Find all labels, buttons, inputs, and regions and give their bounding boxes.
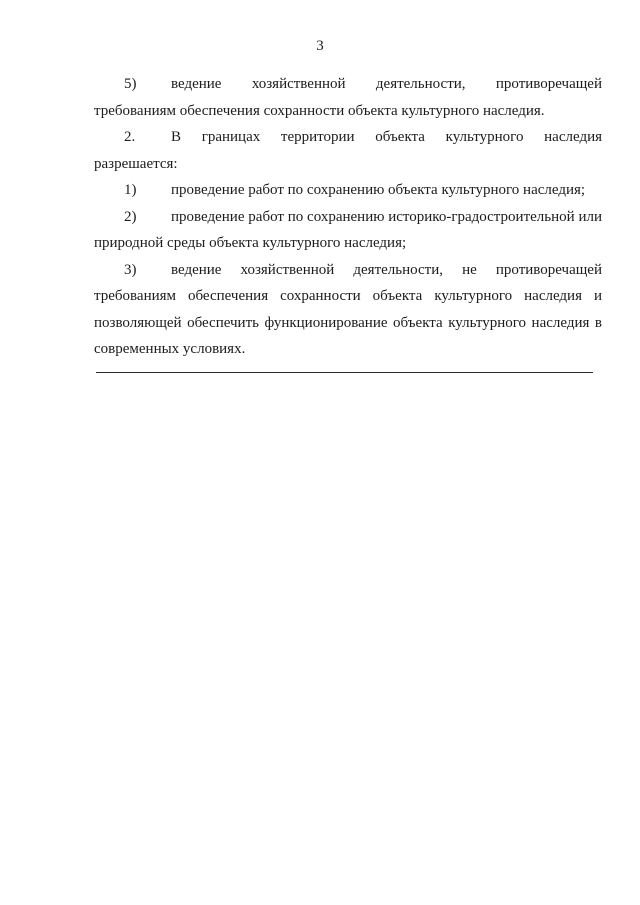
paragraph-text: В границах территории объекта культурного наследия разрешается: (94, 129, 602, 172)
end-divider-line (96, 372, 593, 373)
paragraph-item-5 (94, 71, 602, 124)
paragraph-number: 1) (124, 182, 137, 198)
paragraph-text: проведение работ по сохранению объекта культурного наследия; (171, 182, 586, 198)
paragraph-item-2 (94, 204, 602, 257)
document-body (94, 71, 602, 363)
paragraph-item-3 (94, 257, 602, 363)
paragraph-item-1 (94, 177, 602, 204)
paragraph-section-2 (94, 124, 602, 177)
paragraph-number: 3) (124, 261, 137, 278)
paragraph-number: 5) (124, 76, 137, 92)
paragraph-text: проведение работ по сохранению историко-градостроительной или природной среды объекта культурного наследия; (94, 208, 602, 251)
paragraph-number: 2. (124, 129, 136, 145)
paragraph-text: ведение хозяйственной деятельности, не противоречащей требованиям обеспечения сохранности объекта культурного наследия и позволяющей обеспечить функционирование объекта культурного наследия в современных условиях. (94, 261, 602, 357)
paragraph-text: ведение хозяйственной деятельности, противоречащей требованиям обеспечения сохранности объекта культурного наследия. (94, 76, 602, 119)
page-number: 3 (316, 38, 324, 54)
paragraph-number: 2) (124, 208, 137, 225)
